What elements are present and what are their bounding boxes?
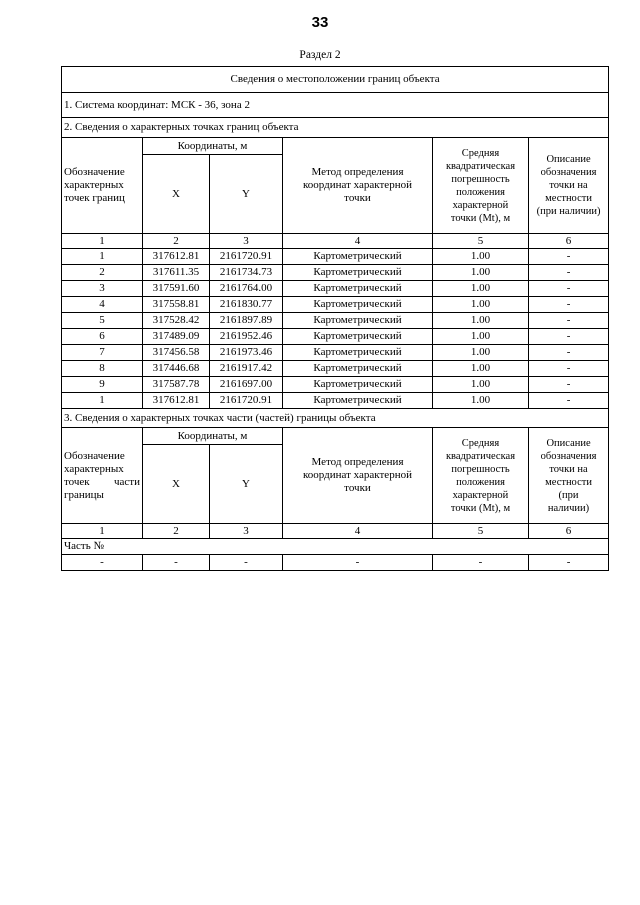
coord-x: 317612.81 (143, 393, 210, 409)
table-title: Сведения о местоположении границ объекта (62, 67, 609, 93)
method: Картометрический (283, 345, 433, 361)
coord-x: 317612.81 (143, 249, 210, 265)
error-value: 1.00 (433, 313, 529, 329)
column-number: 1 (62, 234, 143, 249)
coord-x: - (143, 555, 210, 571)
coord-y: 2161830.77 (210, 297, 283, 313)
s3-col-x: X (143, 445, 210, 524)
method: Картометрический (283, 393, 433, 409)
section3-heading: 3. Сведения о характерных точках части (частей) границы объекта (62, 409, 609, 428)
column-number: 5 (433, 524, 529, 539)
s2-col-designation: Обозначение характерных точек границ (62, 138, 143, 234)
coord-y: 2161952.46 (210, 329, 283, 345)
s3-col-y: Y (210, 445, 283, 524)
point-description: - (529, 345, 609, 361)
method: Картометрический (283, 377, 433, 393)
point-description: - (529, 377, 609, 393)
column-number: 6 (529, 234, 609, 249)
s3-col-designation: Обозначение характерных точек части границы (62, 428, 143, 524)
table-row (62, 361, 609, 377)
boundary-table (61, 66, 609, 571)
page-number: 33 (311, 14, 329, 31)
coord-system: 1. Система координат: МСК - 36, зона 2 (62, 93, 609, 118)
point-number: 4 (62, 297, 143, 313)
s3-col-coords: Координаты, м (143, 428, 283, 445)
s2-col-coords: Координаты, м (143, 138, 283, 155)
point-number: 2 (62, 265, 143, 281)
s2-col-method: Метод определения координат характерной точки (283, 138, 433, 234)
point-description: - (529, 249, 609, 265)
error-value: 1.00 (433, 297, 529, 313)
coord-y: 2161917.42 (210, 361, 283, 377)
s2-col-x: X (143, 155, 210, 234)
s3-col-error: Средняя квадратическая погрешность положения характерной точки (Mt), м (433, 428, 529, 524)
point-number: 1 (62, 393, 143, 409)
error-value: - (433, 555, 529, 571)
coord-x: 317489.09 (143, 329, 210, 345)
point-description: - (529, 281, 609, 297)
table-row (62, 555, 609, 571)
column-number: 4 (283, 524, 433, 539)
point-number: 9 (62, 377, 143, 393)
point-number: 1 (62, 249, 143, 265)
s2-col-error: Средняя квадратическая погрешность положения характерной точки (Mt), м (433, 138, 529, 234)
table-row (62, 329, 609, 345)
table-row (62, 249, 609, 265)
coord-x: 317558.81 (143, 297, 210, 313)
point-description: - (529, 361, 609, 377)
column-number: 5 (433, 234, 529, 249)
error-value: 1.00 (433, 265, 529, 281)
coord-y: 2161897.89 (210, 313, 283, 329)
error-value: 1.00 (433, 377, 529, 393)
point-number: 6 (62, 329, 143, 345)
point-description: - (529, 313, 609, 329)
method: Картометрический (283, 281, 433, 297)
coord-y: 2161973.46 (210, 345, 283, 361)
point-description: - (529, 555, 609, 571)
error-value: 1.00 (433, 361, 529, 377)
s3-col-method: Метод определения координат характерной точки (283, 428, 433, 524)
coord-y: 2161720.91 (210, 393, 283, 409)
method: - (283, 555, 433, 571)
s2-col-description: Описание обозначения точки на местности (при наличии) (529, 138, 609, 234)
table-row (62, 313, 609, 329)
table-row (62, 297, 609, 313)
table-row (62, 345, 609, 361)
table-row (62, 393, 609, 409)
column-number: 1 (62, 524, 143, 539)
point-description: - (529, 393, 609, 409)
point-number: 8 (62, 361, 143, 377)
coord-x: 317528.42 (143, 313, 210, 329)
column-number: 6 (529, 524, 609, 539)
coord-y: - (210, 555, 283, 571)
error-value: 1.00 (433, 393, 529, 409)
point-number: 5 (62, 313, 143, 329)
method: Картометрический (283, 329, 433, 345)
part-label: Часть № (62, 539, 609, 555)
coord-y: 2161720.91 (210, 249, 283, 265)
coord-x: 317456.58 (143, 345, 210, 361)
s3-column-numbers (62, 524, 609, 539)
column-number: 3 (210, 524, 283, 539)
coord-x: 317591.60 (143, 281, 210, 297)
section2-heading: 2. Сведения о характерных точках границ объекта (62, 118, 609, 138)
point-description: - (529, 265, 609, 281)
s2-column-numbers (62, 234, 609, 249)
column-number: 2 (143, 524, 210, 539)
coord-x: 317611.35 (143, 265, 210, 281)
table-row (62, 377, 609, 393)
column-number: 3 (210, 234, 283, 249)
s2-col-y: Y (210, 155, 283, 234)
table-row (62, 265, 609, 281)
coord-y: 2161764.00 (210, 281, 283, 297)
point-number: - (62, 555, 143, 571)
column-number: 4 (283, 234, 433, 249)
column-number: 2 (143, 234, 210, 249)
point-number: 7 (62, 345, 143, 361)
method: Картометрический (283, 313, 433, 329)
error-value: 1.00 (433, 329, 529, 345)
error-value: 1.00 (433, 249, 529, 265)
section-label: Раздел 2 (299, 49, 341, 61)
method: Картометрический (283, 249, 433, 265)
table-row (62, 281, 609, 297)
error-value: 1.00 (433, 345, 529, 361)
coord-x: 317446.68 (143, 361, 210, 377)
error-value: 1.00 (433, 281, 529, 297)
method: Картометрический (283, 265, 433, 281)
coord-y: 2161697.00 (210, 377, 283, 393)
s3-col-description: Описание обозначения точки на местности (при наличии) (529, 428, 609, 524)
coord-x: 317587.78 (143, 377, 210, 393)
point-description: - (529, 297, 609, 313)
method: Картометрический (283, 297, 433, 313)
coord-y: 2161734.73 (210, 265, 283, 281)
method: Картометрический (283, 361, 433, 377)
point-number: 3 (62, 281, 143, 297)
point-description: - (529, 329, 609, 345)
